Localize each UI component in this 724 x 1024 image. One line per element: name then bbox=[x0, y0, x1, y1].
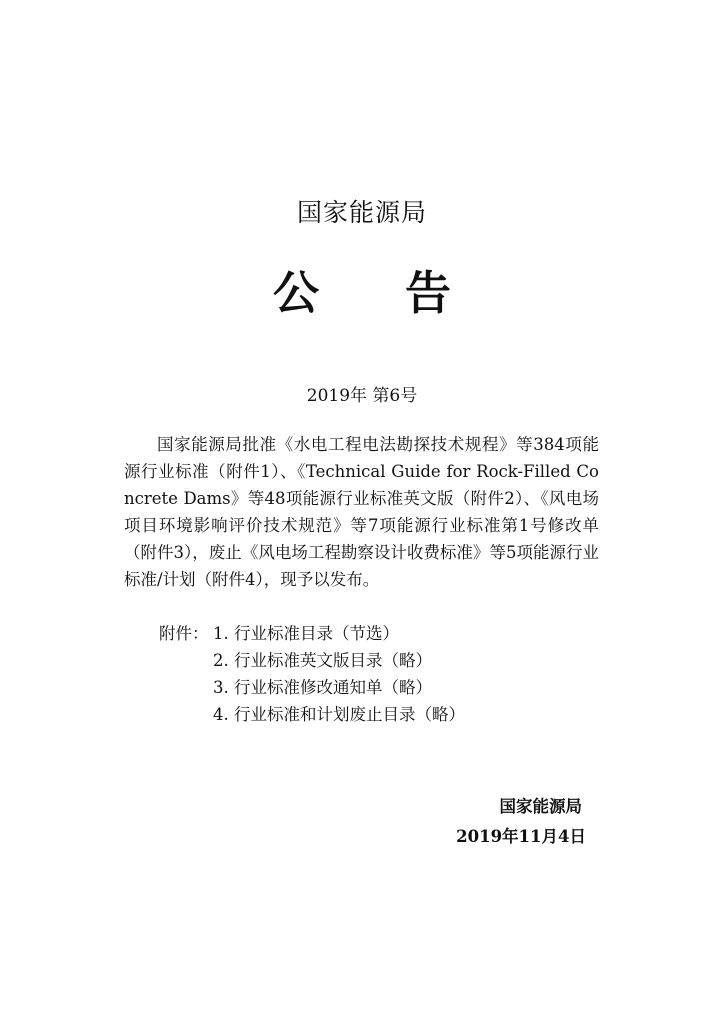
attachments-label: 附件： bbox=[159, 624, 209, 643]
attachment-item bbox=[159, 701, 599, 728]
attachment-item bbox=[159, 674, 599, 701]
document-type-title: 公告 bbox=[273, 266, 537, 320]
signature-block bbox=[326, 792, 586, 852]
signature-date: 2019年11月4日 bbox=[456, 827, 586, 846]
signature-org: 国家能源局 bbox=[499, 797, 582, 816]
attachment-item bbox=[159, 647, 599, 674]
announcement-body: 国家能源局批准《水电工程电法勘探技术规程》等384项能源行业标准（附件1）、《Technical Guide for Rock-Filled Concrete Dams》等48项能源行业标准英文版（附件2）、《风电场项目环境影响评价技术规范》等7项能源行业标准第1号修改单（附件3），废止《风电场工程勘察设计收费标准》等5项能源行业标准/计划（附件4），现予以发布。 bbox=[124, 435, 599, 589]
document-number: 2019年 第6号 bbox=[306, 386, 418, 406]
attachment-item bbox=[159, 620, 599, 647]
attachment-text: 2. 行业标准英文版目录（略） bbox=[213, 651, 432, 670]
attachment-text: 3. 行业标准修改通知单（略） bbox=[213, 678, 432, 697]
attachment-text: 4. 行业标准和计划废止目录（略） bbox=[213, 705, 465, 724]
attachments-list bbox=[159, 620, 599, 728]
attachment-text: 1. 行业标准目录（节选） bbox=[213, 624, 399, 643]
issuer-name: 国家能源局 bbox=[296, 198, 427, 227]
